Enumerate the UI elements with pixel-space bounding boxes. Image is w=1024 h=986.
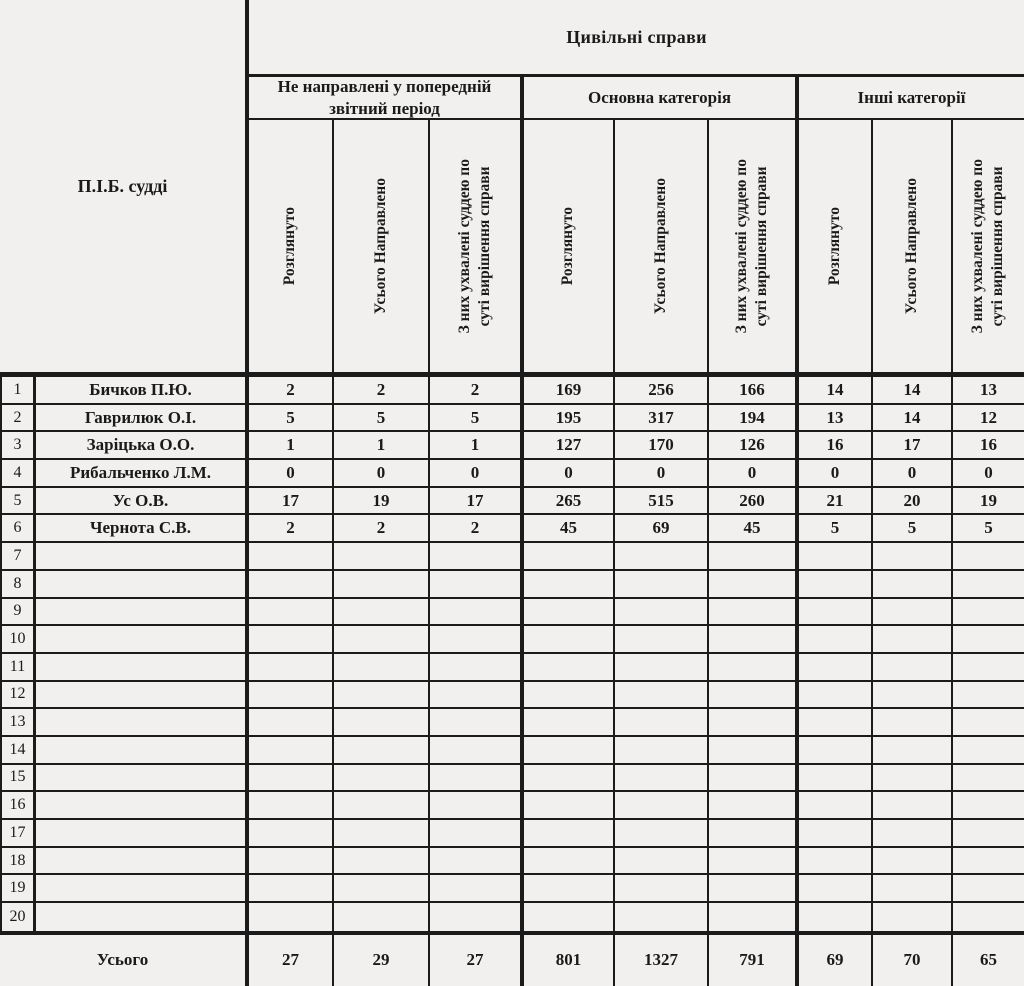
total-label: Усього xyxy=(96,950,149,970)
row-number-cell: 18 xyxy=(0,848,33,876)
value-cell: 17 xyxy=(428,488,520,516)
judge-name-cell xyxy=(33,820,245,848)
value-cell: 0 xyxy=(245,460,332,488)
row-number-cell: 20 xyxy=(0,903,33,931)
value-cell xyxy=(707,820,795,848)
value-cell: 0 xyxy=(707,460,795,488)
value-cell xyxy=(613,626,707,654)
row-number-cell: 1 xyxy=(0,377,33,405)
value-cell xyxy=(332,848,428,876)
column-header-total-sent xyxy=(613,120,707,372)
value-cell xyxy=(795,765,871,793)
value-cell: 0 xyxy=(871,460,951,488)
value-cell: 0 xyxy=(795,460,871,488)
column-header-line: З них ухвалені суддею по xyxy=(455,158,473,334)
column-header-total-sent xyxy=(871,120,951,372)
row-number-cell: 19 xyxy=(0,875,33,903)
value-cell xyxy=(520,543,613,571)
value-cell xyxy=(613,709,707,737)
value-cell: 2 xyxy=(428,515,520,543)
value-cell xyxy=(871,654,951,682)
judge-name-cell xyxy=(33,765,245,793)
value-cell: 0 xyxy=(520,460,613,488)
value-cell xyxy=(871,599,951,627)
column-header-line: З них ухвалені суддею по xyxy=(969,158,987,334)
value-cell xyxy=(707,765,795,793)
value-cell xyxy=(613,599,707,627)
value-cell xyxy=(871,903,951,931)
value-cell: 69 xyxy=(613,515,707,543)
value-cell: 16 xyxy=(951,432,1024,460)
value-cell xyxy=(332,765,428,793)
column-header-line: суті вирішення справи xyxy=(989,165,1007,327)
value-cell xyxy=(520,820,613,848)
row-number-cell: 17 xyxy=(0,820,33,848)
value-cell: 317 xyxy=(613,405,707,433)
value-cell xyxy=(613,792,707,820)
value-cell xyxy=(951,820,1024,848)
value-cell: 45 xyxy=(520,515,613,543)
value-cell: 166 xyxy=(707,377,795,405)
value-cell xyxy=(951,848,1024,876)
column-header-decided-on-merits xyxy=(707,120,795,372)
judge-name-cell xyxy=(33,626,245,654)
group-header-main-category: Основна категорія xyxy=(520,77,795,120)
value-cell: 5 xyxy=(332,405,428,433)
judge-name-cell xyxy=(33,599,245,627)
value-cell xyxy=(795,792,871,820)
value-cell: 14 xyxy=(795,377,871,405)
value-cell xyxy=(871,792,951,820)
value-cell xyxy=(520,654,613,682)
value-cell: 1 xyxy=(428,432,520,460)
value-cell xyxy=(520,903,613,931)
value-cell xyxy=(871,875,951,903)
value-cell xyxy=(613,875,707,903)
value-cell xyxy=(428,875,520,903)
judge-name-cell xyxy=(33,737,245,765)
value-cell xyxy=(707,543,795,571)
value-cell xyxy=(795,599,871,627)
group-header-not-sent-previous-period: Не направлені у попередній звітний період xyxy=(245,77,520,120)
value-cell: 170 xyxy=(613,432,707,460)
value-cell xyxy=(795,875,871,903)
value-cell xyxy=(795,737,871,765)
value-cell xyxy=(951,571,1024,599)
value-cell xyxy=(332,875,428,903)
group-header-other-categories: Інші категорії xyxy=(795,77,1024,120)
value-cell xyxy=(707,599,795,627)
value-cell xyxy=(245,682,332,710)
value-cell: 5 xyxy=(795,515,871,543)
value-cell xyxy=(428,765,520,793)
value-cell xyxy=(520,682,613,710)
value-cell xyxy=(428,654,520,682)
value-cell xyxy=(613,737,707,765)
total-value-cell: 29 xyxy=(332,935,428,986)
value-cell: 0 xyxy=(951,460,1024,488)
value-cell: 515 xyxy=(613,488,707,516)
value-cell: 0 xyxy=(428,460,520,488)
column-header-label: Розглянуто xyxy=(825,206,843,286)
value-cell: 5 xyxy=(871,515,951,543)
value-cell xyxy=(707,709,795,737)
value-cell xyxy=(707,903,795,931)
column-header-decided-on-merits xyxy=(951,120,1024,372)
value-cell: 2 xyxy=(428,377,520,405)
judge-name-cell xyxy=(33,654,245,682)
value-cell xyxy=(613,820,707,848)
value-cell: 19 xyxy=(951,488,1024,516)
value-cell xyxy=(245,571,332,599)
value-cell: 2 xyxy=(332,515,428,543)
row-number-cell: 11 xyxy=(0,654,33,682)
row-number-cell: 3 xyxy=(0,432,33,460)
value-cell xyxy=(613,682,707,710)
value-cell xyxy=(245,709,332,737)
table-title: Цивільні справи xyxy=(245,0,1024,77)
value-cell xyxy=(951,765,1024,793)
value-cell: 169 xyxy=(520,377,613,405)
value-cell: 2 xyxy=(332,377,428,405)
value-cell xyxy=(428,820,520,848)
judge-name-cell: Рибальченко Л.М. xyxy=(33,460,245,488)
column-header-line: суті вирішення справи xyxy=(476,165,493,327)
value-cell xyxy=(520,848,613,876)
value-cell xyxy=(245,820,332,848)
value-cell xyxy=(332,599,428,627)
judge-name-cell: Ус О.В. xyxy=(33,488,245,516)
value-cell xyxy=(332,626,428,654)
column-header-total-sent xyxy=(332,120,428,372)
value-cell: 256 xyxy=(613,377,707,405)
judge-name-cell: Гаврилюк О.І. xyxy=(33,405,245,433)
value-cell xyxy=(520,599,613,627)
column-header-label: Розглянуто xyxy=(281,206,299,286)
column-header-label: Усього Направлено xyxy=(902,177,920,315)
judge-name-cell xyxy=(33,792,245,820)
value-cell xyxy=(951,875,1024,903)
value-cell: 127 xyxy=(520,432,613,460)
value-cell: 17 xyxy=(245,488,332,516)
value-cell xyxy=(245,626,332,654)
value-cell: 0 xyxy=(613,460,707,488)
column-header-considered xyxy=(520,120,613,372)
judge-name-cell xyxy=(33,903,245,931)
row-number-cell: 5 xyxy=(0,488,33,516)
total-value-cell: 69 xyxy=(795,935,871,986)
value-cell xyxy=(871,765,951,793)
total-value-cell: 791 xyxy=(707,935,795,986)
total-value-cell: 1327 xyxy=(613,935,707,986)
value-cell xyxy=(520,875,613,903)
value-cell xyxy=(332,903,428,931)
total-value-cell: 27 xyxy=(245,935,332,986)
value-cell xyxy=(332,792,428,820)
row-number-cell: 6 xyxy=(0,515,33,543)
value-cell xyxy=(428,543,520,571)
value-cell: 17 xyxy=(871,432,951,460)
value-cell xyxy=(245,599,332,627)
value-cell: 194 xyxy=(707,405,795,433)
value-cell xyxy=(795,820,871,848)
value-cell xyxy=(245,543,332,571)
value-cell xyxy=(245,654,332,682)
value-cell xyxy=(795,682,871,710)
judge-name-cell xyxy=(33,543,245,571)
value-cell xyxy=(520,626,613,654)
row-number-cell: 16 xyxy=(0,792,33,820)
judge-name-cell: Чернота С.В. xyxy=(33,515,245,543)
value-cell xyxy=(428,626,520,654)
value-cell xyxy=(795,654,871,682)
value-cell xyxy=(520,765,613,793)
value-cell xyxy=(520,792,613,820)
value-cell xyxy=(871,709,951,737)
column-header-line: З них ухвалені суддею по xyxy=(732,158,750,334)
value-cell xyxy=(245,765,332,793)
column-header-considered xyxy=(795,120,871,372)
value-cell: 14 xyxy=(871,405,951,433)
value-cell xyxy=(795,626,871,654)
value-cell xyxy=(613,903,707,931)
value-cell xyxy=(795,571,871,599)
column-header-line: суті вирішення справи xyxy=(753,165,770,327)
judge-column-header: П.І.Б. судді xyxy=(77,175,168,196)
column-header-label: Усього Направлено xyxy=(371,177,389,315)
value-cell xyxy=(795,903,871,931)
judge-name-cell xyxy=(33,571,245,599)
value-cell xyxy=(332,709,428,737)
value-cell xyxy=(951,626,1024,654)
value-cell: 2 xyxy=(245,377,332,405)
judge-name-cell: Заріцька О.О. xyxy=(33,432,245,460)
value-cell xyxy=(951,737,1024,765)
value-cell xyxy=(613,848,707,876)
value-cell: 5 xyxy=(245,405,332,433)
row-number-cell: 2 xyxy=(0,405,33,433)
value-cell xyxy=(520,571,613,599)
total-value-cell: 70 xyxy=(871,935,951,986)
total-value-cell: 801 xyxy=(520,935,613,986)
total-value-cell: 65 xyxy=(951,935,1024,986)
judge-name-cell xyxy=(33,709,245,737)
value-cell: 12 xyxy=(951,405,1024,433)
value-cell xyxy=(332,654,428,682)
row-number-cell: 10 xyxy=(0,626,33,654)
column-header-considered xyxy=(245,120,332,372)
value-cell xyxy=(707,571,795,599)
total-value-cell: 27 xyxy=(428,935,520,986)
row-number-cell: 7 xyxy=(0,543,33,571)
column-header-label: Розглянуто xyxy=(559,206,577,286)
row-number-cell: 15 xyxy=(0,765,33,793)
row-number-cell: 8 xyxy=(0,571,33,599)
value-cell xyxy=(332,682,428,710)
judge-name-cell xyxy=(33,848,245,876)
value-cell xyxy=(951,682,1024,710)
judge-name-cell xyxy=(33,875,245,903)
value-cell: 45 xyxy=(707,515,795,543)
value-cell xyxy=(795,543,871,571)
value-cell xyxy=(871,626,951,654)
value-cell: 13 xyxy=(951,377,1024,405)
value-cell xyxy=(428,792,520,820)
value-cell xyxy=(332,543,428,571)
value-cell xyxy=(951,903,1024,931)
row-number-cell: 13 xyxy=(0,709,33,737)
row-number-cell: 4 xyxy=(0,460,33,488)
value-cell xyxy=(613,543,707,571)
value-cell xyxy=(245,875,332,903)
value-cell xyxy=(332,820,428,848)
value-cell: 16 xyxy=(795,432,871,460)
value-cell xyxy=(795,848,871,876)
value-cell xyxy=(428,737,520,765)
column-header-label: Усього Направлено xyxy=(651,177,669,315)
value-cell: 13 xyxy=(795,405,871,433)
value-cell: 20 xyxy=(871,488,951,516)
value-cell xyxy=(871,543,951,571)
column-header-label xyxy=(968,159,1008,333)
judge-name-cell: Бичков П.Ю. xyxy=(33,377,245,405)
value-cell xyxy=(245,737,332,765)
value-cell xyxy=(951,709,1024,737)
column-header-decided-on-merits xyxy=(428,120,520,372)
value-cell: 19 xyxy=(332,488,428,516)
value-cell: 1 xyxy=(245,432,332,460)
value-cell xyxy=(707,848,795,876)
value-cell xyxy=(613,765,707,793)
value-cell xyxy=(613,654,707,682)
value-cell xyxy=(332,737,428,765)
column-header-label xyxy=(455,159,495,333)
value-cell xyxy=(332,571,428,599)
value-cell xyxy=(707,626,795,654)
value-cell xyxy=(245,848,332,876)
value-cell: 126 xyxy=(707,432,795,460)
value-cell xyxy=(428,599,520,627)
value-cell xyxy=(707,682,795,710)
value-cell xyxy=(871,571,951,599)
value-cell: 2 xyxy=(245,515,332,543)
value-cell xyxy=(428,682,520,710)
value-cell xyxy=(428,848,520,876)
value-cell xyxy=(520,709,613,737)
value-cell xyxy=(951,654,1024,682)
value-cell: 0 xyxy=(332,460,428,488)
value-cell xyxy=(428,571,520,599)
value-cell xyxy=(520,737,613,765)
value-cell xyxy=(871,820,951,848)
value-cell: 265 xyxy=(520,488,613,516)
value-cell xyxy=(795,709,871,737)
value-cell xyxy=(428,709,520,737)
value-cell: 260 xyxy=(707,488,795,516)
value-cell xyxy=(707,792,795,820)
value-cell: 14 xyxy=(871,377,951,405)
row-number-cell: 14 xyxy=(0,737,33,765)
value-cell xyxy=(871,737,951,765)
value-cell xyxy=(707,737,795,765)
value-cell: 21 xyxy=(795,488,871,516)
value-cell: 5 xyxy=(951,515,1024,543)
value-cell xyxy=(951,792,1024,820)
value-cell xyxy=(245,792,332,820)
value-cell xyxy=(428,903,520,931)
value-cell: 195 xyxy=(520,405,613,433)
column-header-label xyxy=(732,159,772,333)
value-cell xyxy=(707,875,795,903)
value-cell: 5 xyxy=(428,405,520,433)
row-number-cell: 12 xyxy=(0,682,33,710)
value-cell xyxy=(871,682,951,710)
value-cell xyxy=(707,654,795,682)
judge-name-cell xyxy=(33,682,245,710)
row-number-cell: 9 xyxy=(0,599,33,627)
value-cell xyxy=(951,543,1024,571)
value-cell xyxy=(951,599,1024,627)
value-cell: 1 xyxy=(332,432,428,460)
value-cell xyxy=(871,848,951,876)
value-cell xyxy=(613,571,707,599)
value-cell xyxy=(245,903,332,931)
